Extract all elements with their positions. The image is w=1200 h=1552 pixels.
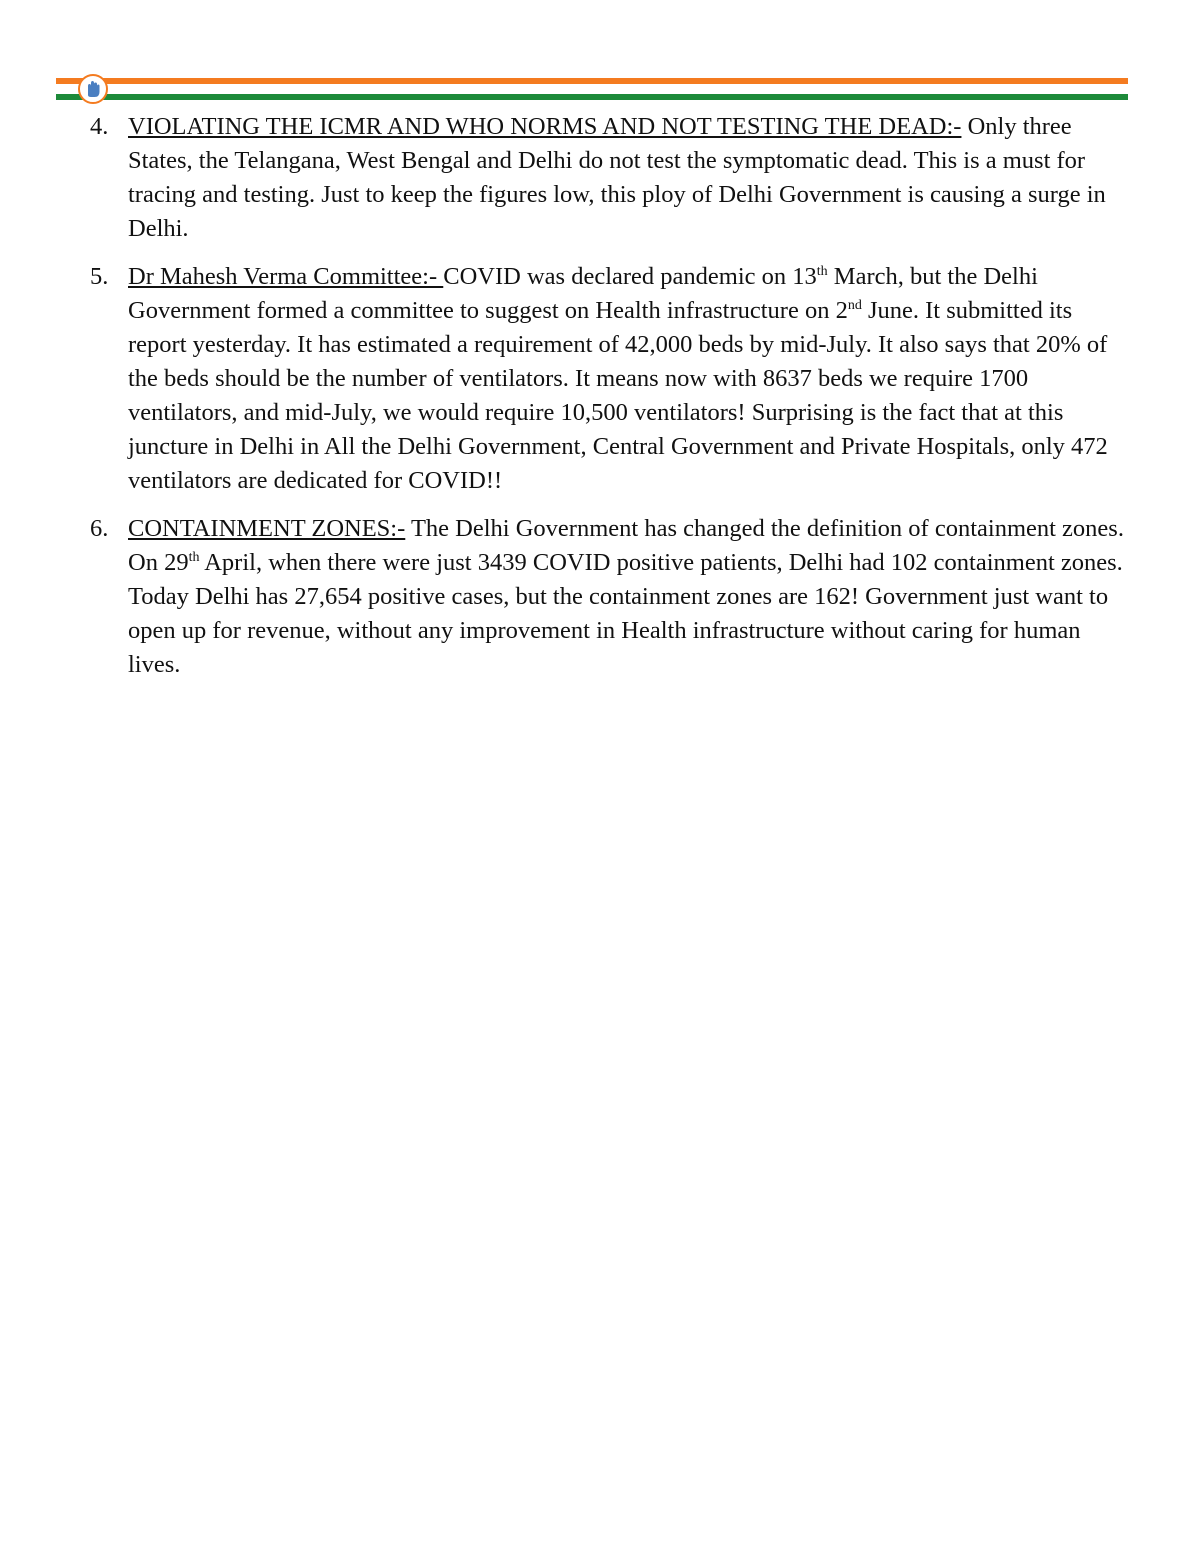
item-text: The Delhi Government has changed the definition of containment zones. On 29 <box>128 515 1124 576</box>
item-text: COVID was declared pandemic on 13 <box>443 263 817 290</box>
ordinal-suffix: nd <box>847 297 862 313</box>
green-stripe <box>56 94 1128 100</box>
document-body <box>90 110 1135 696</box>
item-text: Only three States, the Telangana, West Bengal and Delhi do not test the symptomatic dead. This is a must for tracing and testing. Just to keep the figures low, this ploy of Delhi Government is causing a surge in Delhi. <box>128 113 1106 242</box>
list-item <box>90 110 1135 246</box>
tricolor-header <box>56 74 1128 104</box>
ordinal-suffix: th <box>188 549 200 565</box>
item-number: 5. <box>90 263 109 290</box>
item-body <box>128 260 1135 498</box>
item-heading: CONTAINMENT ZONES:- <box>128 515 406 542</box>
ordinal-suffix: th <box>816 263 828 279</box>
item-body <box>128 110 1135 246</box>
list-item <box>90 512 1135 682</box>
congress-hand-logo-icon <box>78 74 108 104</box>
item-heading: Dr Mahesh Verma Committee:- <box>128 263 444 290</box>
item-number: 4. <box>90 113 109 140</box>
list-item <box>90 260 1135 498</box>
item-number: 6. <box>90 515 109 542</box>
item-heading: VIOLATING THE ICMR AND WHO NORMS AND NOT TESTING THE DEAD:- <box>128 113 962 140</box>
item-text: March, but the Delhi Government formed a committee to suggest on Health infrastructure on 2 <box>128 263 1038 324</box>
item-body <box>128 512 1135 682</box>
item-text: June. It submitted its report yesterday. It has estimated a requirement of 42,000 beds by mid-July. It also says that 20% of the beds should be the number of ventilators. It means now with 8637 beds we require 1700 ventilators, and mid-July, we would require 10,500 ventilators! Surprising is the fact that at this juncture in Delhi in All the Delhi Government, Central Government and Private Hospitals, only 472 ventilators are dedicated for COVID!! <box>128 297 1108 494</box>
item-text: April, when there were just 3439 COVID positive patients, Delhi had 102 containment zones. Today Delhi has 27,654 positive cases, but the containment zones are 162! Government just want to open up for revenue, without any improvement in Health infrastructure without caring for human lives. <box>128 549 1123 678</box>
saffron-stripe <box>56 78 1128 84</box>
